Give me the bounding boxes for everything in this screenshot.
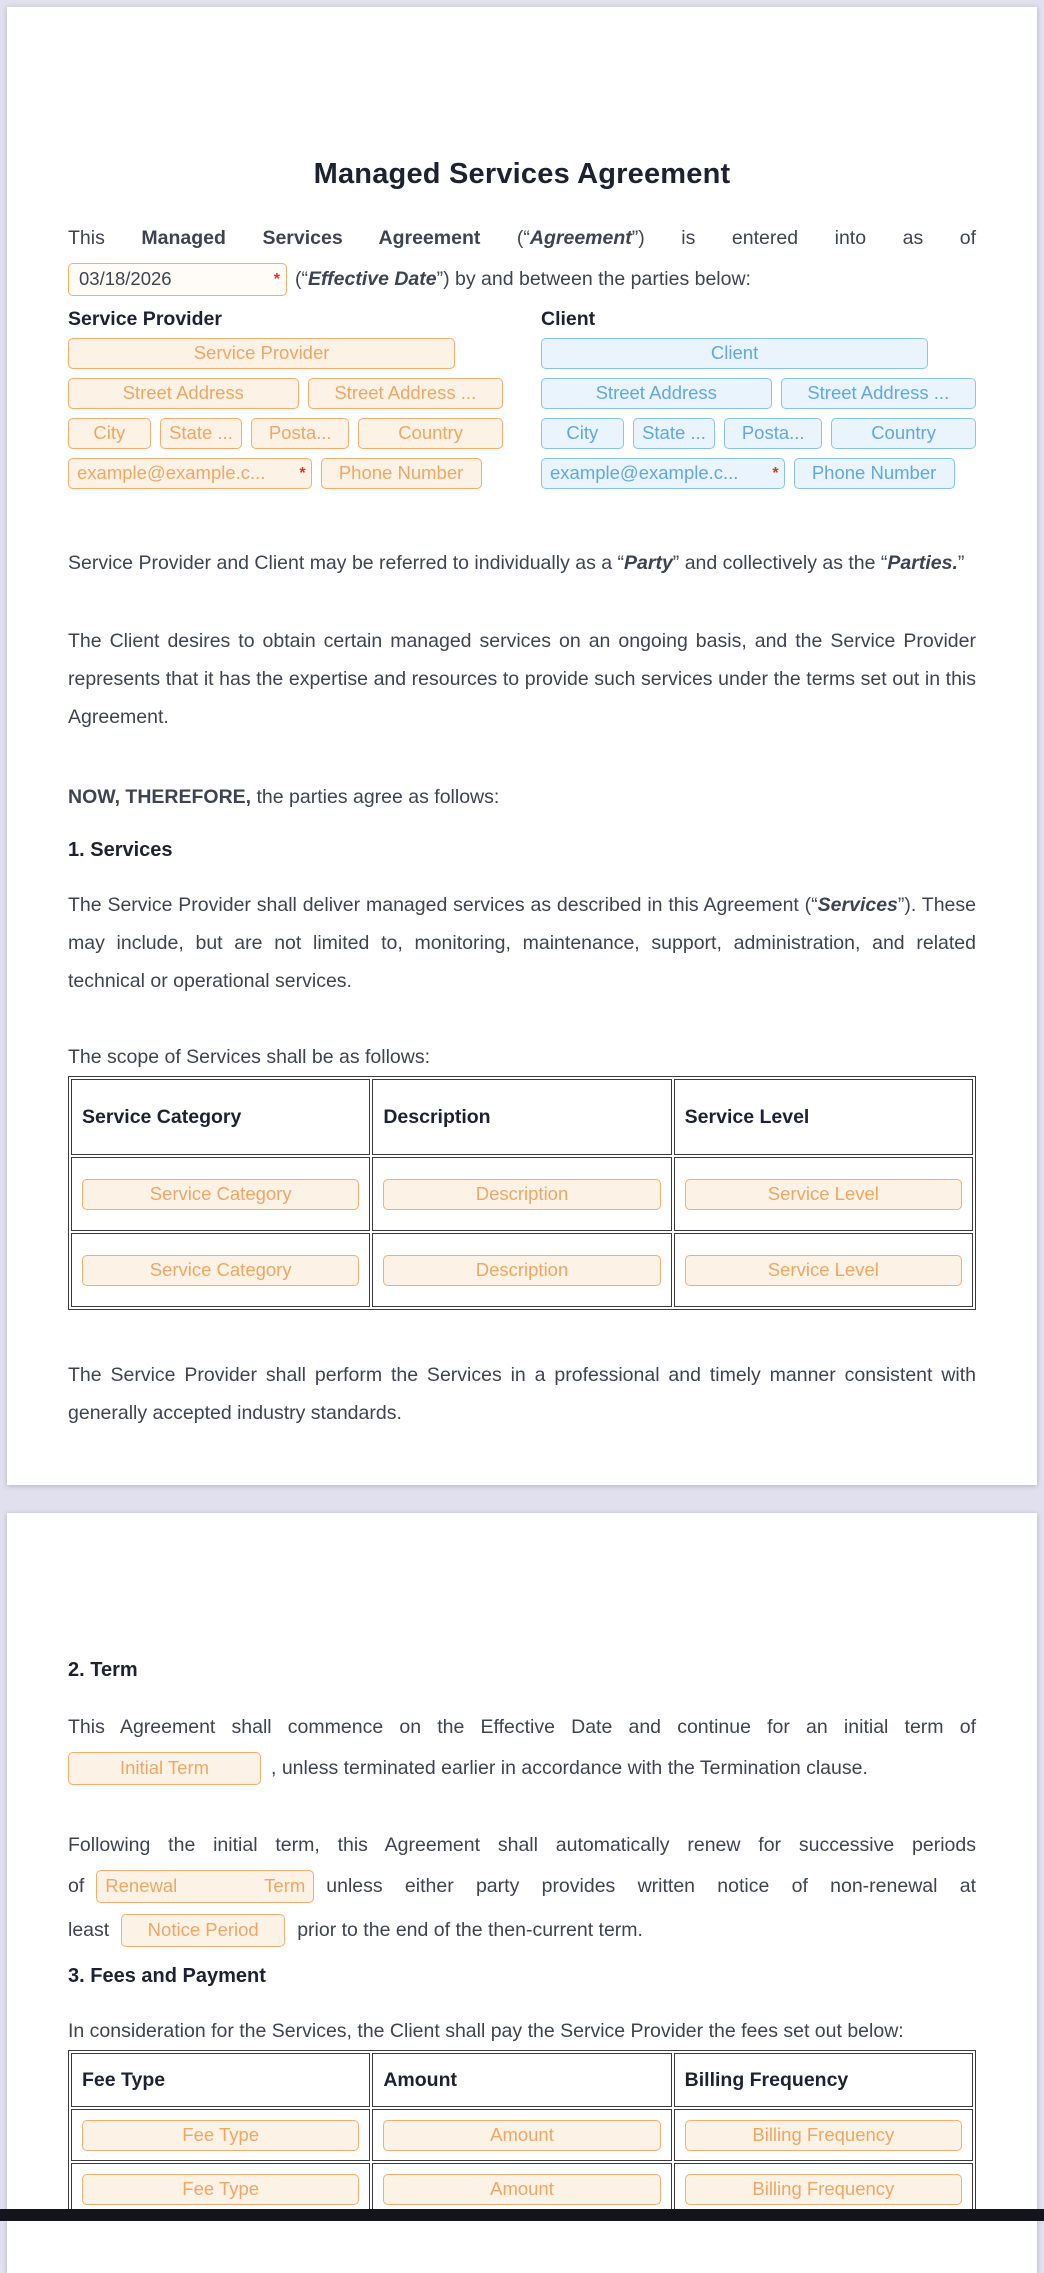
intro-text: This [68,227,142,249]
client-email-field[interactable] [541,458,785,489]
provider-phone-field[interactable]: Phone Number [321,458,482,489]
service-level-field[interactable]: Service Level [685,1179,962,1210]
provider-street2-field[interactable]: Street Address ... [308,378,503,409]
fees-intro-paragraph: In consideration for the Services, the Client shall pay the Service Provider the fees set out below: [68,2020,904,2042]
table-row [71,1157,973,1231]
intro-text: ”) by and between the parties below: [436,268,751,290]
paragraph-text: unless either party provides written notice of non-renewal at [326,1875,976,1897]
client-street-field[interactable]: Street Address [541,378,772,409]
defined-term: Party [624,552,673,574]
required-asterisk: * [772,465,779,482]
renewal-paragraph-line-2 [68,1864,976,1908]
defined-term: Services [817,894,898,916]
paragraph-text: Service Provider and Client may be referred to individually as a “ [68,552,625,574]
paragraph-text: Following the initial term, this Agreement shall automatically renew for successive periods [68,1834,976,1856]
notice-period-field[interactable]: Notice Period [121,1914,285,1947]
client-phone-field[interactable]: Phone Number [794,458,955,489]
intro-defined-term: Agreement [529,227,632,249]
client-postal-field[interactable]: Posta... [724,418,822,449]
paragraph-text: ” [957,552,965,574]
client-label: Client [541,308,596,330]
billing-frequency-field[interactable]: Billing Frequency [685,2120,962,2151]
provider-email-placeholder: example@example.c... [77,462,266,483]
screen-bottom-edge [0,2209,1044,2221]
header-description: Description [372,1079,671,1155]
intro-text: ”) is entered into as of [631,227,976,249]
document-title: Managed Services Agreement [313,158,731,190]
table-cell [674,1157,973,1231]
table-cell [71,2109,370,2161]
renewal-term-field[interactable]: Renewal Term [96,1870,314,1903]
client-name-row [541,338,976,369]
provider-city-field[interactable]: City [68,418,151,449]
service-level-field[interactable]: Service Level [685,1255,962,1286]
service-category-field[interactable]: Service Category [82,1255,359,1286]
table-cell [71,1233,370,1307]
provider-contact-row [68,458,503,489]
intro-agreement-name: Managed Services Agreement [141,227,481,249]
paragraph-text: prior to the end of the then-current term. [297,1919,643,1941]
paragraph-text: , unless terminated earlier in accordance with the Termination clause. [271,1757,868,1779]
document-page-2 [7,1513,1037,2273]
intro-text: (“ [295,268,308,290]
table-cell [674,1233,973,1307]
intro-text: (“ [480,227,530,249]
header-service-level: Service Level [674,1079,973,1155]
defined-term: Parties. [887,552,958,574]
table-cell [372,2109,671,2161]
provider-name-row [68,338,503,369]
client-city-field[interactable]: City [541,418,624,449]
fee-type-field[interactable]: Fee Type [82,2174,359,2205]
party-definition-paragraph [68,544,976,582]
table-cell [372,2163,671,2215]
now-therefore-lead: NOW, THEREFORE, [68,786,252,808]
paragraph-text: the parties agree as follows: [251,786,500,808]
table-header-row [71,2053,973,2107]
table-cell [71,1157,370,1231]
table-cell [674,2163,973,2215]
provider-state-field[interactable]: State ... [160,418,243,449]
date-value: 03/18/2026 [79,268,172,290]
section-1-heading: 1. Services [68,839,173,861]
intro-line-1 [68,219,976,257]
recitals-paragraph: The Client desires to obtain certain managed services on an ongoing basis, and the Service Provider represents that it has the expertise and resources to provide such services under the terms set out in this Agreement. [68,630,976,728]
initial-term-field[interactable]: Initial Term [68,1752,261,1785]
service-category-field[interactable]: Service Category [82,1179,359,1210]
header-service-category: Service Category [71,1079,370,1155]
provider-postal-field[interactable]: Posta... [251,418,349,449]
header-amount: Amount [372,2053,671,2107]
provider-country-field[interactable]: Country [358,418,503,449]
effective-date-field[interactable] [68,263,287,296]
paragraph-text: ” and collectively as the “ [672,552,888,574]
paragraph-text: of [68,1875,85,1897]
table-row [71,2163,973,2215]
paragraph-text: ”). These may include, but are not limited to, monitoring, maintenance, support, administration, and related technical or operational services. [68,894,976,992]
provider-street-row [68,378,503,409]
section-2-heading: 2. Term [68,1659,138,1681]
section-3-heading: 3. Fees and Payment [68,1965,266,1987]
table-row [71,2109,973,2161]
header-billing-frequency: Billing Frequency [674,2053,973,2107]
service-provider-column [68,307,503,498]
paragraph-text: least [68,1919,110,1941]
provider-email-field[interactable] [68,458,312,489]
required-asterisk: * [299,465,306,482]
fee-type-field[interactable]: Fee Type [82,2120,359,2151]
now-therefore-paragraph [68,778,976,816]
performance-paragraph: The Service Provider shall perform the Services in a professional and timely manner consistent with generally accepted industry standards. [68,1364,976,1424]
service-provider-label: Service Provider [68,308,222,330]
document-page-1 [7,7,1037,1485]
table-header-row [71,1079,973,1155]
term-paragraph-line-2 [68,1746,976,1790]
provider-name-field[interactable]: Service Provider [68,338,455,369]
required-asterisk: * [273,271,280,289]
amount-field[interactable]: Amount [383,2120,660,2151]
provider-city-row [68,418,503,449]
table-cell [71,2163,370,2215]
provider-street-field[interactable]: Street Address [68,378,299,409]
client-state-field[interactable]: State ... [633,418,716,449]
parties-section [68,307,976,498]
paragraph-text: This Agreement shall commence on the Effective Date and continue for an initial term of [68,1716,976,1738]
amount-field[interactable]: Amount [383,2174,660,2205]
billing-frequency-field[interactable]: Billing Frequency [685,2174,962,2205]
client-street2-field[interactable]: Street Address ... [781,378,976,409]
scope-intro-paragraph: The scope of Services shall be as follows: [68,1046,431,1068]
client-street-row [541,378,976,409]
description-field[interactable]: Description [383,1255,660,1286]
services-scope-table [68,1076,976,1310]
intro-defined-term: Effective Date [308,268,437,290]
table-cell [372,1233,671,1307]
client-column [541,307,976,498]
client-city-row [541,418,976,449]
description-field[interactable]: Description [383,1179,660,1210]
services-paragraph [68,886,976,1000]
intro-line-2 [68,257,976,301]
term-paragraph-line-1 [68,1708,976,1746]
table-cell [674,2109,973,2161]
table-row [71,1233,973,1307]
header-fee-type: Fee Type [71,2053,370,2107]
table-cell [372,1157,671,1231]
client-contact-row [541,458,976,489]
screenshot-root [0,7,1044,2221]
renewal-paragraph-line-1 [68,1826,976,1864]
client-country-field[interactable]: Country [831,418,976,449]
fees-table [68,2050,976,2218]
renewal-paragraph-line-3 [68,1908,976,1952]
paragraph-text: The Service Provider shall deliver managed services as described in this Agreement (“ [68,894,818,916]
client-email-placeholder: example@example.c... [550,462,739,483]
client-name-field[interactable]: Client [541,338,928,369]
